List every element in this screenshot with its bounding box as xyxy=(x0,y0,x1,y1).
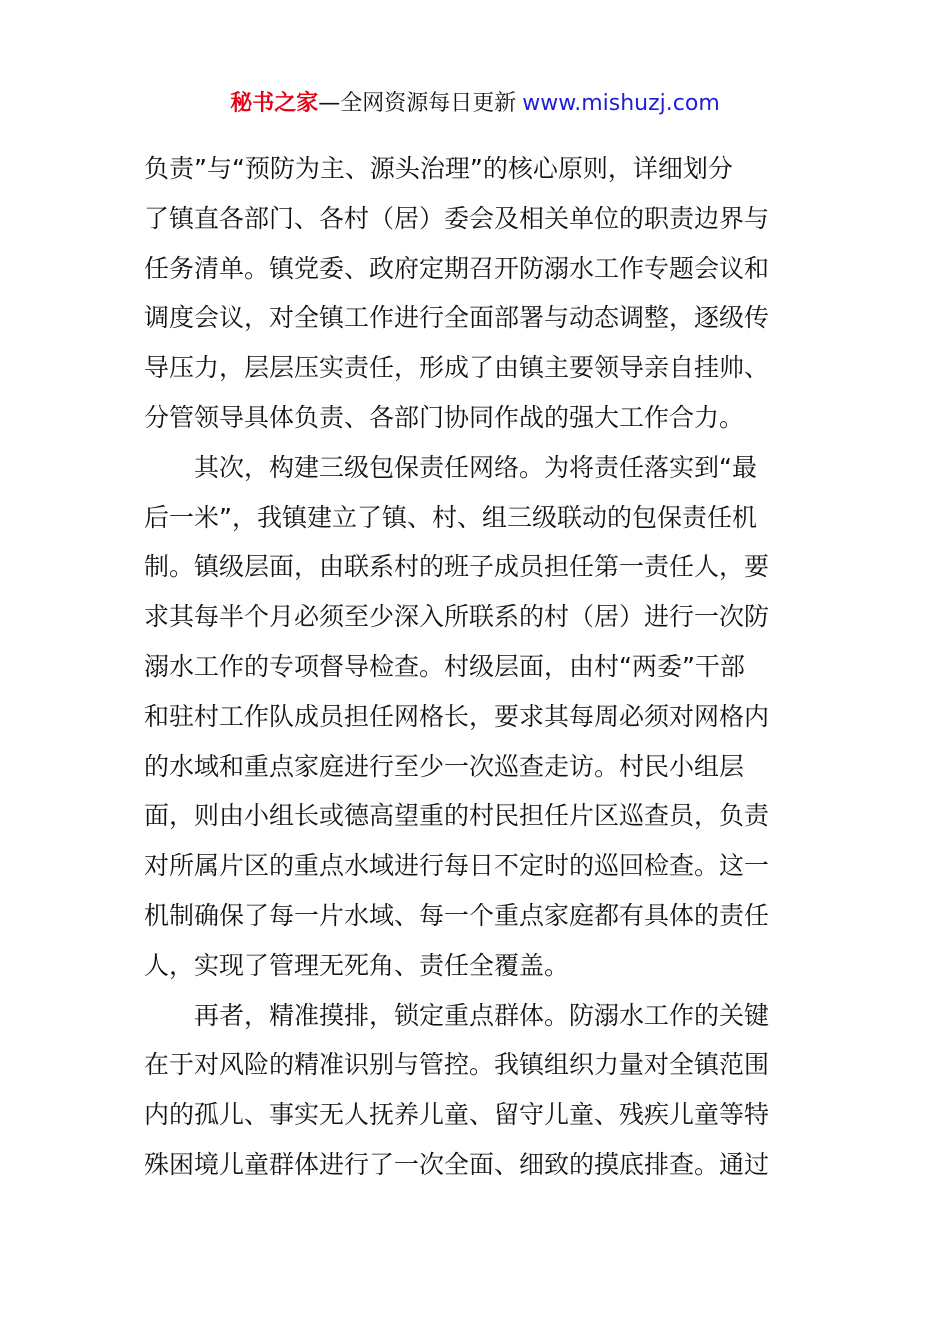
body-text xyxy=(144,144,808,1190)
text-line: 溺水工作的专项督导检查。村级层面，由村“两委”干部 xyxy=(144,651,745,681)
text-line: 机制确保了每一片水域、每一个重点家庭都有具体的责任 xyxy=(144,900,770,930)
paragraph-start-line: 再者，精准摸排，锁定重点群体。防溺水工作的关键 xyxy=(194,1000,770,1030)
text-line: 内的孤儿、事实无人抚养儿童、留守儿童、残疾儿童等特 xyxy=(144,1100,770,1130)
text-line: 后一米”，我镇建立了镇、村、组三级联动的包保责任机 xyxy=(144,502,757,532)
text-line: 调度会议，对全镇工作进行全面部署与动态调整，逐级传 xyxy=(144,303,770,333)
header-tagline: —全网资源每日更新 xyxy=(318,91,517,116)
text-line: 分管领导具体负责、各部门协同作战的强大工作合力。 xyxy=(144,402,745,432)
header-url-link[interactable]: www.mishuzj.com xyxy=(522,91,720,116)
text-line: 和驻村工作队成员担任网格长，要求其每周必须对网格内 xyxy=(144,701,770,731)
header-brand: 秘书之家 xyxy=(230,91,319,116)
text-line: 了镇直各部门、各村（居）委会及相关单位的职责边界与 xyxy=(144,203,770,233)
text-line: 面，则由小组长或德高望重的村民担任片区巡查员，负责 xyxy=(144,801,770,831)
text-line: 制。镇级层面，由联系村的班子成员担任第一责任人，要 xyxy=(144,552,770,582)
text-line: 的水域和重点家庭进行至少一次巡查走访。村民小组层 xyxy=(144,751,745,781)
page-header xyxy=(0,86,950,122)
text-line: 负责”与“预防为主、源头治理”的核心原则，详细划分 xyxy=(144,154,733,183)
text-line: 任务清单。镇党委、政府定期召开防溺水工作专题会议和 xyxy=(144,253,770,283)
text-line: 导压力，层层压实责任，形成了由镇主要领导亲自挂帅、 xyxy=(144,353,770,383)
paragraph-start-line: 其次，构建三级包保责任网络。为将责任落实到“最 xyxy=(194,452,757,482)
text-line: 求其每半个月必须至少深入所联系的村（居）进行一次防 xyxy=(144,602,770,632)
text-line: 人，实现了管理无死角、责任全覆盖。 xyxy=(144,950,570,980)
text-line: 在于对风险的精准识别与管控。我镇组织力量对全镇范围 xyxy=(144,1050,770,1080)
text-line: 殊困境儿童群体进行了一次全面、细致的摸底排查。通过 xyxy=(144,1149,770,1179)
text-line: 对所属片区的重点水域进行每日不定时的巡回检查。这一 xyxy=(144,851,770,881)
